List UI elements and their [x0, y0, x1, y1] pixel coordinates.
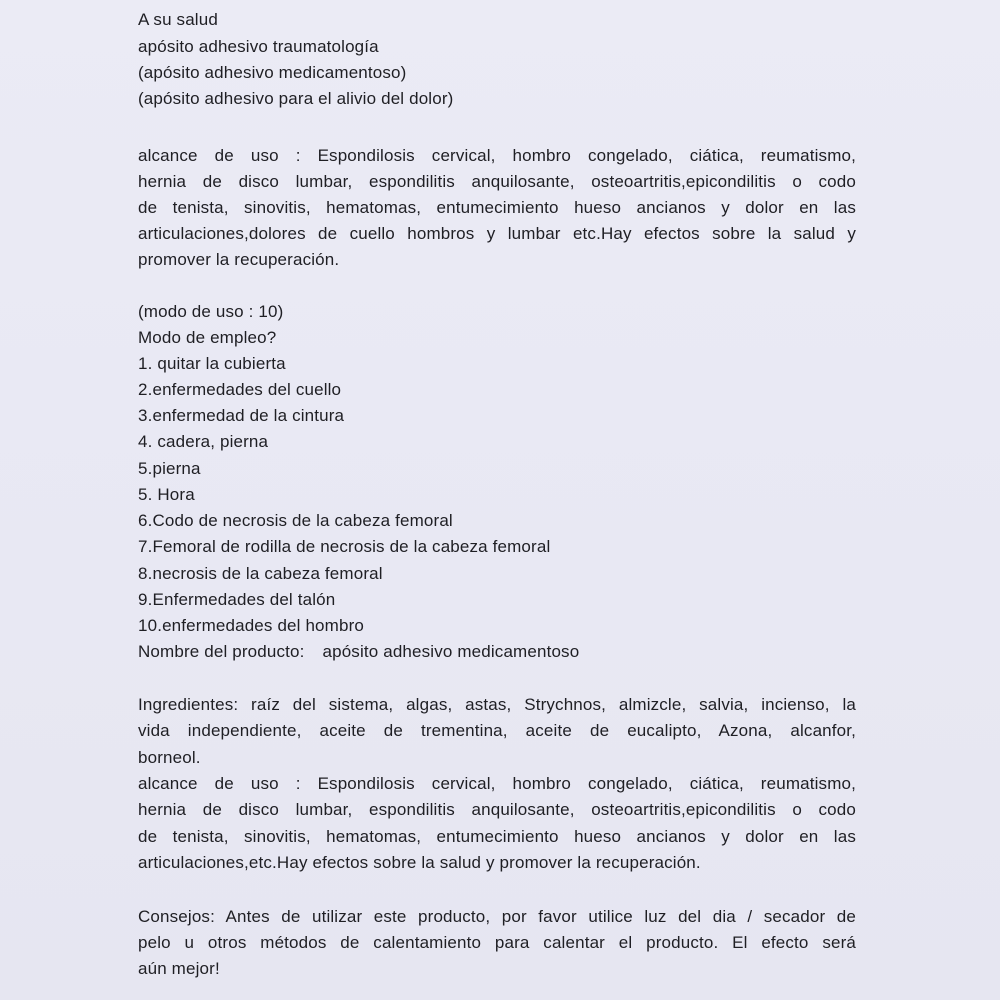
- product-name-label: Nombre del producto:: [138, 642, 305, 661]
- product-name-line: [138, 642, 579, 662]
- advice-line-1: Consejos: Antes de utilizar este producto, por favor utilice luz del dia / secador de: [138, 907, 856, 926]
- scope-1-line-3: de tenista, sinovitis, hematomas, entumecimiento hueso ancianos y dolor en las: [138, 198, 856, 217]
- scope-2-line-1: alcance de uso : Espondilosis cervical, hombro congelado, ciática, reumatismo,: [138, 774, 856, 793]
- header-line-3: (apósito adhesivo medicamentoso): [138, 63, 407, 82]
- header-line-2: apósito adhesivo traumatología: [138, 37, 379, 56]
- advice-line-2: pelo u otros métodos de calentamiento para calentar el producto. El efecto será: [138, 933, 856, 952]
- scope-1-line-2: hernia de disco lumbar, espondilitis anquilosante, osteoartritis,epicondilitis o codo: [138, 172, 856, 191]
- usage-step-7: 7.Femoral de rodilla de necrosis de la cabeza femoral: [138, 537, 551, 556]
- product-name-value: apósito adhesivo medicamentoso: [322, 642, 580, 661]
- usage-step-1: 1. quitar la cubierta: [138, 354, 286, 373]
- scope-1-line-5: promover la recuperación.: [138, 250, 340, 269]
- usage-step-6: 6.Codo de necrosis de la cabeza femoral: [138, 511, 453, 530]
- scope-2-line-4: articulaciones,etc.Hay efectos sobre la salud y promover la recuperación.: [138, 853, 701, 872]
- scope-1-line-4: articulaciones,dolores de cuello hombros y lumbar etc.Hay efectos sobre la salud y: [138, 224, 856, 243]
- usage-question: Modo de empleo?: [138, 328, 277, 347]
- ingredients-line-1: Ingredientes: raíz del sistema, algas, astas, Strychnos, almizcle, salvia, incienso, la: [138, 695, 856, 714]
- scope-2-line-3: de tenista, sinovitis, hematomas, entumecimiento hueso ancianos y dolor en las: [138, 827, 856, 846]
- usage-step-2: 2.enfermedades del cuello: [138, 380, 342, 399]
- usage-step-5: 5.pierna: [138, 459, 201, 478]
- scope-2-line-2: hernia de disco lumbar, espondilitis anquilosante, osteoartritis,epicondilitis o codo: [138, 800, 856, 819]
- scope-1-line-1: alcance de uso : Espondilosis cervical, hombro congelado, ciática, reumatismo,: [138, 146, 856, 165]
- usage-step-9: 9.Enfermedades del talón: [138, 590, 336, 609]
- usage-step-4: 4. cadera, pierna: [138, 432, 269, 451]
- advice-line-3: aún mejor!: [138, 959, 220, 978]
- usage-mode-count: (modo de uso : 10): [138, 302, 284, 321]
- header-line-4: (apósito adhesivo para el alivio del dolor): [138, 89, 454, 108]
- usage-step-10: 10.enfermedades del hombro: [138, 616, 364, 635]
- ingredients-line-3: borneol.: [138, 748, 201, 767]
- usage-step-3: 3.enfermedad de la cintura: [138, 406, 345, 425]
- usage-step-8: 8.necrosis de la cabeza femoral: [138, 564, 383, 583]
- usage-step-5b: 5. Hora: [138, 485, 195, 504]
- ingredients-line-2: vida independiente, aceite de trementina, aceite de eucalipto, Azona, alcanfor,: [138, 721, 856, 740]
- header-line-1: A su salud: [138, 10, 218, 29]
